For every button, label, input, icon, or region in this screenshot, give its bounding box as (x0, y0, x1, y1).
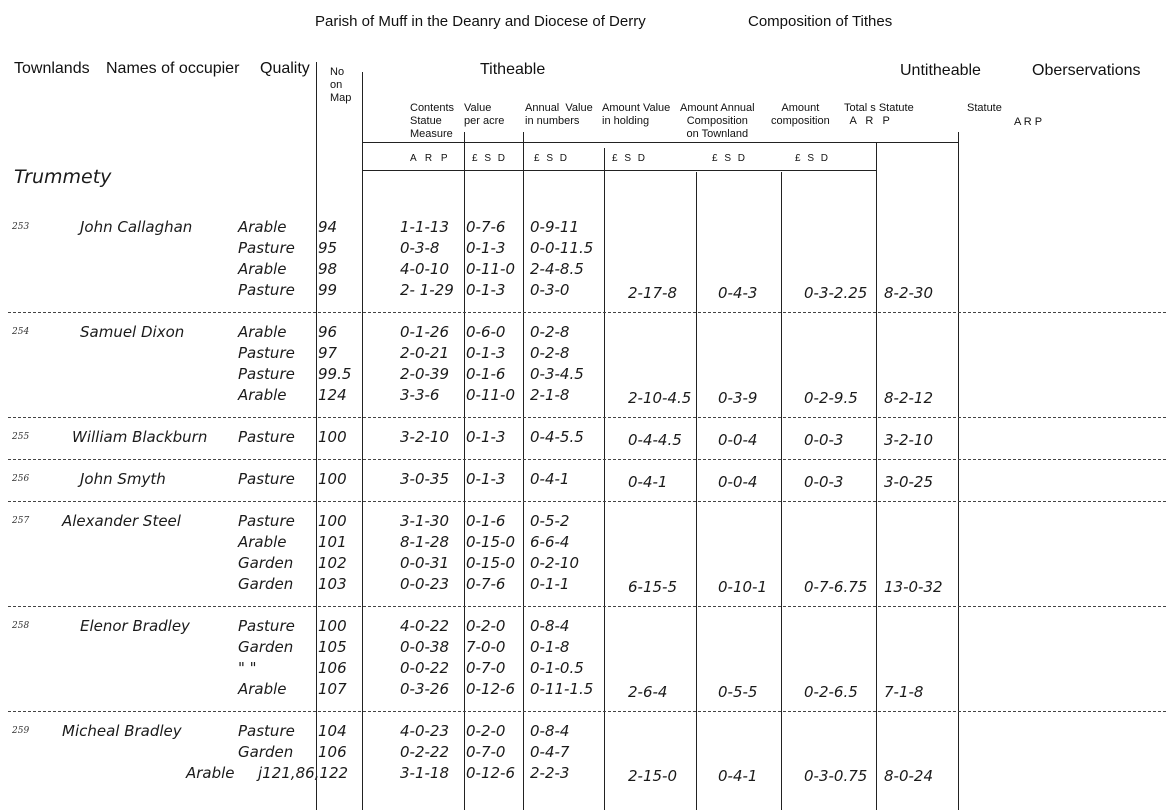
rule-value (523, 132, 524, 810)
header-totals-statute: Total s Statute A R P (844, 102, 914, 127)
quality-cell: Arable (238, 386, 287, 404)
unit-lsd-annual: £ S D (534, 153, 570, 164)
quality-cell: Arable (238, 260, 287, 278)
occupier-name: John Smyth (80, 470, 166, 488)
contents-cell: 3-1-30 (400, 512, 449, 530)
contents-cell: 3-3-6 (400, 386, 440, 404)
contents-cell: 1-1-13 (400, 218, 449, 236)
map-number: 98 (318, 260, 338, 278)
map-number: 100 (318, 428, 347, 446)
townland-composition: 0-0-4 (718, 431, 758, 449)
amount-composition: 0-3-0.75 (804, 767, 868, 785)
header-amount-annual: Amount Annual Composition on Townland (680, 102, 755, 140)
quality-cell: Pasture (238, 239, 295, 257)
entry-separator (8, 312, 1166, 313)
header-untitheable: Untitheable (900, 62, 981, 79)
annual-value-cell: 0-0-11.5 (530, 239, 594, 257)
value-per-acre-cell: 0-7-0 (466, 659, 506, 677)
total-statute: 3-2-10 (884, 431, 933, 449)
contents-cell: 3-2-10 (400, 428, 449, 446)
header-no-on-map: No on Map (330, 66, 352, 104)
value-per-acre-cell: 0-1-3 (466, 344, 506, 362)
value-per-acre-cell: 0-12-6 (466, 680, 515, 698)
rule-composition (876, 142, 877, 810)
townland-name: Trummety (14, 166, 112, 188)
map-number: 124 (318, 386, 347, 404)
annual-value-cell: 0-4-1 (530, 470, 570, 488)
value-per-acre-cell: 0-6-0 (466, 323, 506, 341)
annual-value-cell: 0-11-1.5 (530, 680, 594, 698)
rule-contents (464, 132, 465, 810)
entry-id: 257 (12, 516, 30, 526)
header-observations: Oberservations (1032, 62, 1141, 79)
annual-value-cell: 2-2-3 (530, 764, 570, 782)
unit-lsd-composition: £ S D (795, 153, 831, 164)
quality-cell: Pasture (238, 470, 295, 488)
entry-separator (8, 606, 1166, 607)
map-number: 95 (318, 239, 338, 257)
amount-composition: 0-0-3 (804, 473, 844, 491)
value-per-acre-cell: 0-7-0 (466, 743, 506, 761)
header-titheable: Titheable (480, 61, 546, 78)
map-number: 106 (318, 659, 347, 677)
townland-composition: 0-10-1 (718, 578, 767, 596)
annual-value-cell: 2-4-8.5 (530, 260, 584, 278)
occupier-name: Elenor Bradley (80, 617, 190, 635)
holding-value: 2-10-4.5 (628, 389, 692, 407)
map-number: 105 (318, 638, 347, 656)
entry-id: 256 (12, 474, 30, 484)
quality-cell: Garden (238, 554, 294, 572)
value-per-acre-cell: 0-15-0 (466, 533, 515, 551)
map-number: 101 (318, 533, 347, 551)
quality-cell: Pasture (238, 617, 295, 635)
value-per-acre-cell: 0-7-6 (466, 218, 506, 236)
total-statute: 7-1-8 (884, 683, 924, 701)
value-per-acre-cell: 0-2-0 (466, 722, 506, 740)
quality-cell: Pasture (238, 281, 295, 299)
contents-cell: 3-0-35 (400, 470, 449, 488)
quality-cell: Garden (238, 743, 294, 761)
map-number: 97 (318, 344, 338, 362)
holding-value: 6-15-5 (628, 578, 677, 596)
parish-title: Parish of Muff in the Deanry and Diocese of Derry (315, 13, 646, 30)
rule-totals (958, 132, 959, 810)
value-per-acre-cell: 0-1-6 (466, 365, 506, 383)
header-statute: Statute (967, 102, 1002, 114)
townland-composition: 0-0-4 (718, 473, 758, 491)
contents-cell: 0-0-31 (400, 554, 449, 572)
map-number: 94 (318, 218, 338, 236)
value-per-acre-cell: 0-1-3 (466, 470, 506, 488)
quality-cell: Pasture (238, 344, 295, 362)
annual-value-cell: 0-1-8 (530, 638, 570, 656)
header-townlands: Townlands (14, 60, 90, 77)
annual-value-cell: 6-6-4 (530, 533, 570, 551)
rule-header-bottom (362, 170, 876, 171)
map-number: 107 (318, 680, 347, 698)
quality-cell: Garden (238, 575, 294, 593)
value-per-acre-cell: 0-11-0 (466, 260, 515, 278)
quality-cell: Arable (186, 764, 235, 782)
quality-cell: " " (238, 659, 257, 677)
unit-lsd-holding: £ S D (612, 153, 648, 164)
header-annual-value: Annual Value in numbers (525, 102, 593, 127)
map-number: 100 (318, 470, 347, 488)
map-number: 99.5 (318, 365, 352, 383)
value-per-acre-cell: 0-1-6 (466, 512, 506, 530)
townland-composition: 0-3-9 (718, 389, 758, 407)
contents-cell: 0-3-26 (400, 680, 449, 698)
map-number: 104 (318, 722, 347, 740)
quality-cell: Pasture (238, 365, 295, 383)
quality-cell: Pasture (238, 512, 295, 530)
value-per-acre-cell: 0-1-3 (466, 281, 506, 299)
holding-value: 2-17-8 (628, 284, 677, 302)
contents-cell: 0-2-22 (400, 743, 449, 761)
value-per-acre-cell: 0-7-6 (466, 575, 506, 593)
map-number: 99 (318, 281, 338, 299)
quality-cell: Arable (238, 533, 287, 551)
annual-value-cell: 0-1-1 (530, 575, 570, 593)
holding-value: 0-4-4.5 (628, 431, 682, 449)
annual-value-cell: 0-2-8 (530, 344, 570, 362)
contents-cell: 0-0-22 (400, 659, 449, 677)
contents-cell: 0-1-26 (400, 323, 449, 341)
rule-header-top (362, 142, 958, 143)
annual-value-cell: 0-4-5.5 (530, 428, 584, 446)
value-per-acre-cell: 0-11-0 (466, 386, 515, 404)
value-per-acre-cell: 0-15-0 (466, 554, 515, 572)
map-number: j121,86,122 (258, 764, 349, 782)
rule-townland (781, 172, 782, 810)
entry-id: 258 (12, 621, 30, 631)
total-statute: 3-0-25 (884, 473, 933, 491)
annual-value-cell: 2-1-8 (530, 386, 570, 404)
contents-cell: 4-0-22 (400, 617, 449, 635)
occupier-name: Alexander Steel (62, 512, 181, 530)
map-number: 100 (318, 617, 347, 635)
quality-cell: Arable (238, 323, 287, 341)
quality-cell: Garden (238, 638, 294, 656)
total-statute: 8-0-24 (884, 767, 933, 785)
annual-value-cell: 0-3-0 (530, 281, 570, 299)
holding-value: 2-6-4 (628, 683, 668, 701)
quality-cell: Pasture (238, 722, 295, 740)
occupier-name: John Callaghan (80, 218, 193, 236)
entry-id: 259 (12, 726, 30, 736)
holding-value: 0-4-1 (628, 473, 668, 491)
composition-title: Composition of Tithes (748, 13, 893, 30)
header-amount-value: Amount Value in holding (602, 102, 671, 127)
entry-id: 255 (12, 432, 30, 442)
unit-arp: A R P (410, 153, 451, 164)
contents-cell: 4-0-23 (400, 722, 449, 740)
total-statute: 8-2-30 (884, 284, 933, 302)
occupier-name: William Blackburn (72, 428, 208, 446)
quality-cell: Arable (238, 218, 287, 236)
amount-composition: 0-7-6.75 (804, 578, 868, 596)
map-number: 106 (318, 743, 347, 761)
total-statute: 13-0-32 (884, 578, 943, 596)
rule-quality (316, 62, 317, 810)
occupier-name: Micheal Bradley (62, 722, 182, 740)
townland-composition: 0-4-3 (718, 284, 758, 302)
unit-lsd-value: £ S D (472, 153, 508, 164)
contents-cell: 0-3-8 (400, 239, 440, 257)
annual-value-cell: 0-3-4.5 (530, 365, 584, 383)
contents-cell: 2-0-39 (400, 365, 449, 383)
amount-composition: 0-2-6.5 (804, 683, 858, 701)
contents-cell: 0-0-23 (400, 575, 449, 593)
header-quality: Quality (260, 60, 310, 77)
annual-value-cell: 0-4-7 (530, 743, 570, 761)
header-contents: Contents Statue Measure (410, 102, 455, 140)
townland-composition: 0-5-5 (718, 683, 758, 701)
total-statute: 8-2-12 (884, 389, 933, 407)
header-amount-composition: Amount composition (771, 102, 830, 127)
header-value-per-acre: Value per acre (464, 102, 505, 127)
entry-separator (8, 459, 1166, 460)
entry-id: 254 (12, 327, 30, 337)
value-per-acre-cell: 0-1-3 (466, 428, 506, 446)
value-per-acre-cell: 0-2-0 (466, 617, 506, 635)
amount-composition: 0-2-9.5 (804, 389, 858, 407)
quality-cell: Arable (238, 680, 287, 698)
rule-holding (696, 172, 697, 810)
value-per-acre-cell: 7-0-0 (466, 638, 506, 656)
occupier-name: Samuel Dixon (80, 323, 185, 341)
annual-value-cell: 0-2-10 (530, 554, 579, 572)
quality-cell: Pasture (238, 428, 295, 446)
map-number: 100 (318, 512, 347, 530)
annual-value-cell: 0-8-4 (530, 722, 570, 740)
annual-value-cell: 0-2-8 (530, 323, 570, 341)
annual-value-cell: 0-5-2 (530, 512, 570, 530)
annual-value-cell: 0-8-4 (530, 617, 570, 635)
contents-cell: 2- 1-29 (400, 281, 454, 299)
amount-composition: 0-0-3 (804, 431, 844, 449)
annual-value-cell: 0-9-11 (530, 218, 579, 236)
amount-composition: 0-3-2.25 (804, 284, 868, 302)
townland-composition: 0-4-1 (718, 767, 758, 785)
header-occupier: Names of occupier (106, 60, 240, 77)
holding-value: 2-15-0 (628, 767, 677, 785)
unit-lsd-townland: £ S D (712, 153, 748, 164)
entry-separator (8, 501, 1166, 502)
entry-separator (8, 417, 1166, 418)
contents-cell: 4-0-10 (400, 260, 449, 278)
map-number: 103 (318, 575, 347, 593)
map-number: 96 (318, 323, 338, 341)
header-statute-arp: A R P (1014, 116, 1043, 128)
contents-cell: 2-0-21 (400, 344, 449, 362)
contents-cell: 3-1-18 (400, 764, 449, 782)
entry-id: 253 (12, 222, 30, 232)
annual-value-cell: 0-1-0.5 (530, 659, 584, 677)
entry-separator (8, 711, 1166, 712)
contents-cell: 8-1-28 (400, 533, 449, 551)
contents-cell: 0-0-38 (400, 638, 449, 656)
value-per-acre-cell: 0-12-6 (466, 764, 515, 782)
value-per-acre-cell: 0-1-3 (466, 239, 506, 257)
rule-map (362, 72, 363, 810)
map-number: 102 (318, 554, 347, 572)
